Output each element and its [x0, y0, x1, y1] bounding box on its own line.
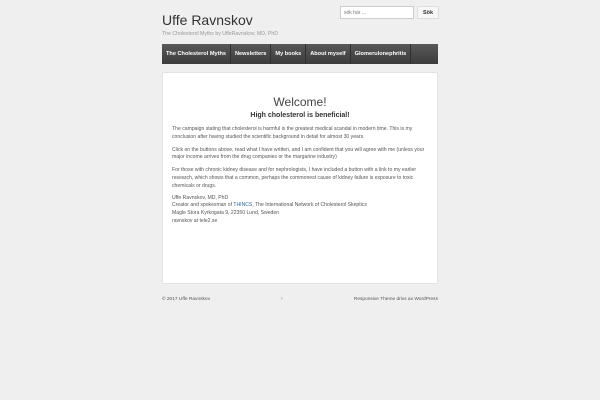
site-title[interactable]: Uffe Ravnskov: [162, 12, 253, 28]
signature-address: Magle Stora Kyrkogata 9, 22350 Lund, Sweden: [172, 210, 280, 217]
intro-paragraph: The campaign stating that cholesterol is harmful is the greatest medical scandal in modern time. This is my conclusion after having studied the scientific background in detail for almost 30 years.: [172, 126, 413, 140]
search-form: [340, 6, 439, 19]
main-nav: [162, 44, 438, 64]
scroll-top-icon[interactable]: ↑: [280, 297, 284, 302]
signature-role: Creator and spokesman of THINCS, The International Network of Cholesterol Skeptics: [172, 202, 367, 209]
page-subtitle: High cholesterol is beneficial!: [250, 112, 350, 119]
search-input[interactable]: [340, 6, 414, 19]
kidney-paragraph: For those with chronic kidney disease and for nephrologists, I have included a button with a link to my earlier research, which shows that a common, perhaps the commonest cause of kidney failure is exposure to toxic chemicals or drugs.: [172, 167, 417, 189]
signature-email: ravnskov at tele2.se: [172, 217, 218, 224]
main-content: [162, 72, 438, 284]
wordpress-link[interactable]: WordPress: [414, 297, 438, 302]
signature-block: [172, 195, 428, 226]
instruction-paragraph: Click on the buttons above, read what I have written, and I am confident that you will agree with me (unless your major income arrives from the drug companies or the margarine industry): [172, 146, 425, 161]
nav-item-my-books[interactable]: My books: [271, 44, 306, 64]
nav-item-cholesterol-myths[interactable]: The Cholesterol Myths: [162, 44, 231, 64]
theme-link[interactable]: Responsive Theme: [353, 297, 396, 302]
site-description: The Cholesterol Myths by UffeRavnskov, MD, PhD: [162, 31, 278, 37]
nav-item-about-myself[interactable]: About myself: [306, 44, 350, 64]
footer-credit: Responsive Theme drivs av WordPress: [353, 297, 438, 302]
thincs-link[interactable]: THINCS: [233, 202, 253, 209]
nav-item-glomerulonephritis[interactable]: Glomerulonephritis: [351, 44, 412, 64]
signature-name: Uffe Ravnskov, MD, PhD: [172, 194, 229, 201]
page-title: Welcome!: [273, 95, 327, 109]
search-button[interactable]: Sök: [417, 6, 439, 19]
footer: [162, 297, 438, 302]
footer-copyright: © 2017 Uffe Ravnskov: [162, 297, 210, 302]
nav-item-newsletters[interactable]: Newsletters: [231, 44, 271, 64]
